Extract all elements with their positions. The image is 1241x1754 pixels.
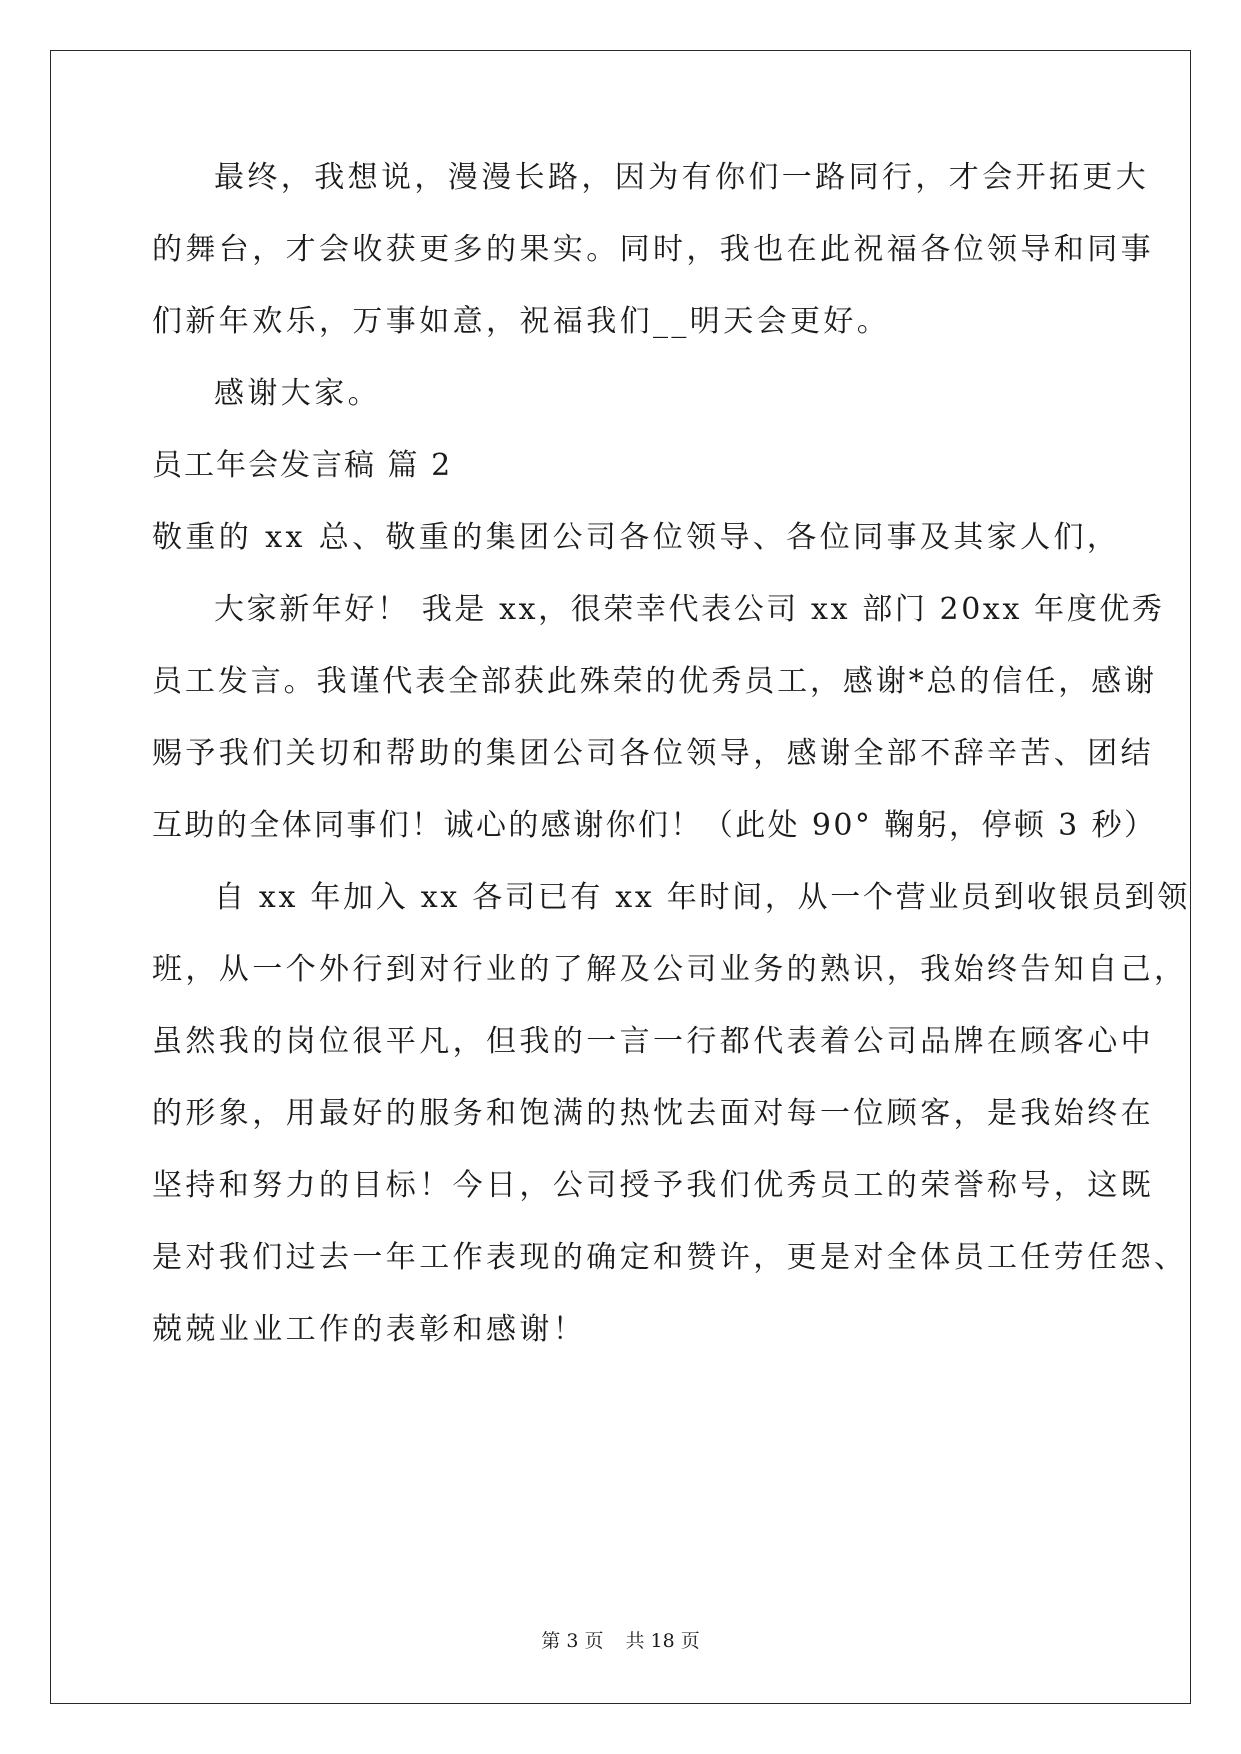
salutation-line: 敬重的 xx 总、敬重的集团公司各位领导、各位同事及其家人们，	[152, 520, 1121, 555]
paragraph-line: 自 xx 年加入 xx 各司已有 xx 年时间，从一个营业员到收银员到领	[214, 880, 1190, 915]
paragraph-line: 员工发言。我谨代表全部获此殊荣的优秀员工，感谢*总的信任，感谢	[152, 664, 1157, 699]
page-number-current: 第 3 页	[541, 1630, 604, 1652]
paragraph-line: 互助的全体同事们！诚心的感谢你们！（此处 90° 鞠躬，停顿 3 秒）	[152, 808, 1157, 843]
paragraph-line: 班，从一个外行到对行业的了解及公司业务的熟识，我始终告知自己，	[152, 952, 1188, 987]
paragraph-line: 大家新年好！ 我是 xx，很荣幸代表公司 xx 部门 20xx 年度优秀	[214, 592, 1165, 627]
page-footer	[0, 1629, 1241, 1653]
paragraph-line: 赐予我们关切和帮助的集团公司各位领导，感谢全部不辞辛苦、团结	[152, 736, 1154, 771]
paragraph-line: 的形象，用最好的服务和饱满的热忱去面对每一位顾客，是我始终在	[152, 1096, 1154, 1131]
paragraph-line: 是对我们过去一年工作表现的确定和赞许，更是对全体员工任劳任怨、	[152, 1240, 1188, 1275]
paragraph-line: 虽然我的岗位很平凡，但我的一言一行都代表着公司品牌在顾客心中	[152, 1024, 1154, 1059]
section-heading: 员工年会发言稿 篇 2	[152, 448, 453, 483]
page-frame	[50, 50, 1191, 1704]
paragraph-line: 们新年欢乐，万事如意，祝福我们__明天会更好。	[152, 304, 891, 339]
paragraph-line: 最终，我想说，漫漫长路，因为有你们一路同行，才会开拓更大	[214, 160, 1150, 195]
paragraph-line: 坚持和努力的目标！今日，公司授予我们优秀员工的荣誉称号，这既	[152, 1168, 1154, 1203]
page-number-total: 共 18 页	[625, 1630, 700, 1652]
paragraph-line: 兢兢业业工作的表彰和感谢！	[152, 1312, 587, 1347]
paragraph-line: 的舞台，才会收获更多的果实。同时，我也在此祝福各位领导和同事	[152, 232, 1154, 267]
paragraph-line: 感谢大家。	[214, 376, 381, 411]
